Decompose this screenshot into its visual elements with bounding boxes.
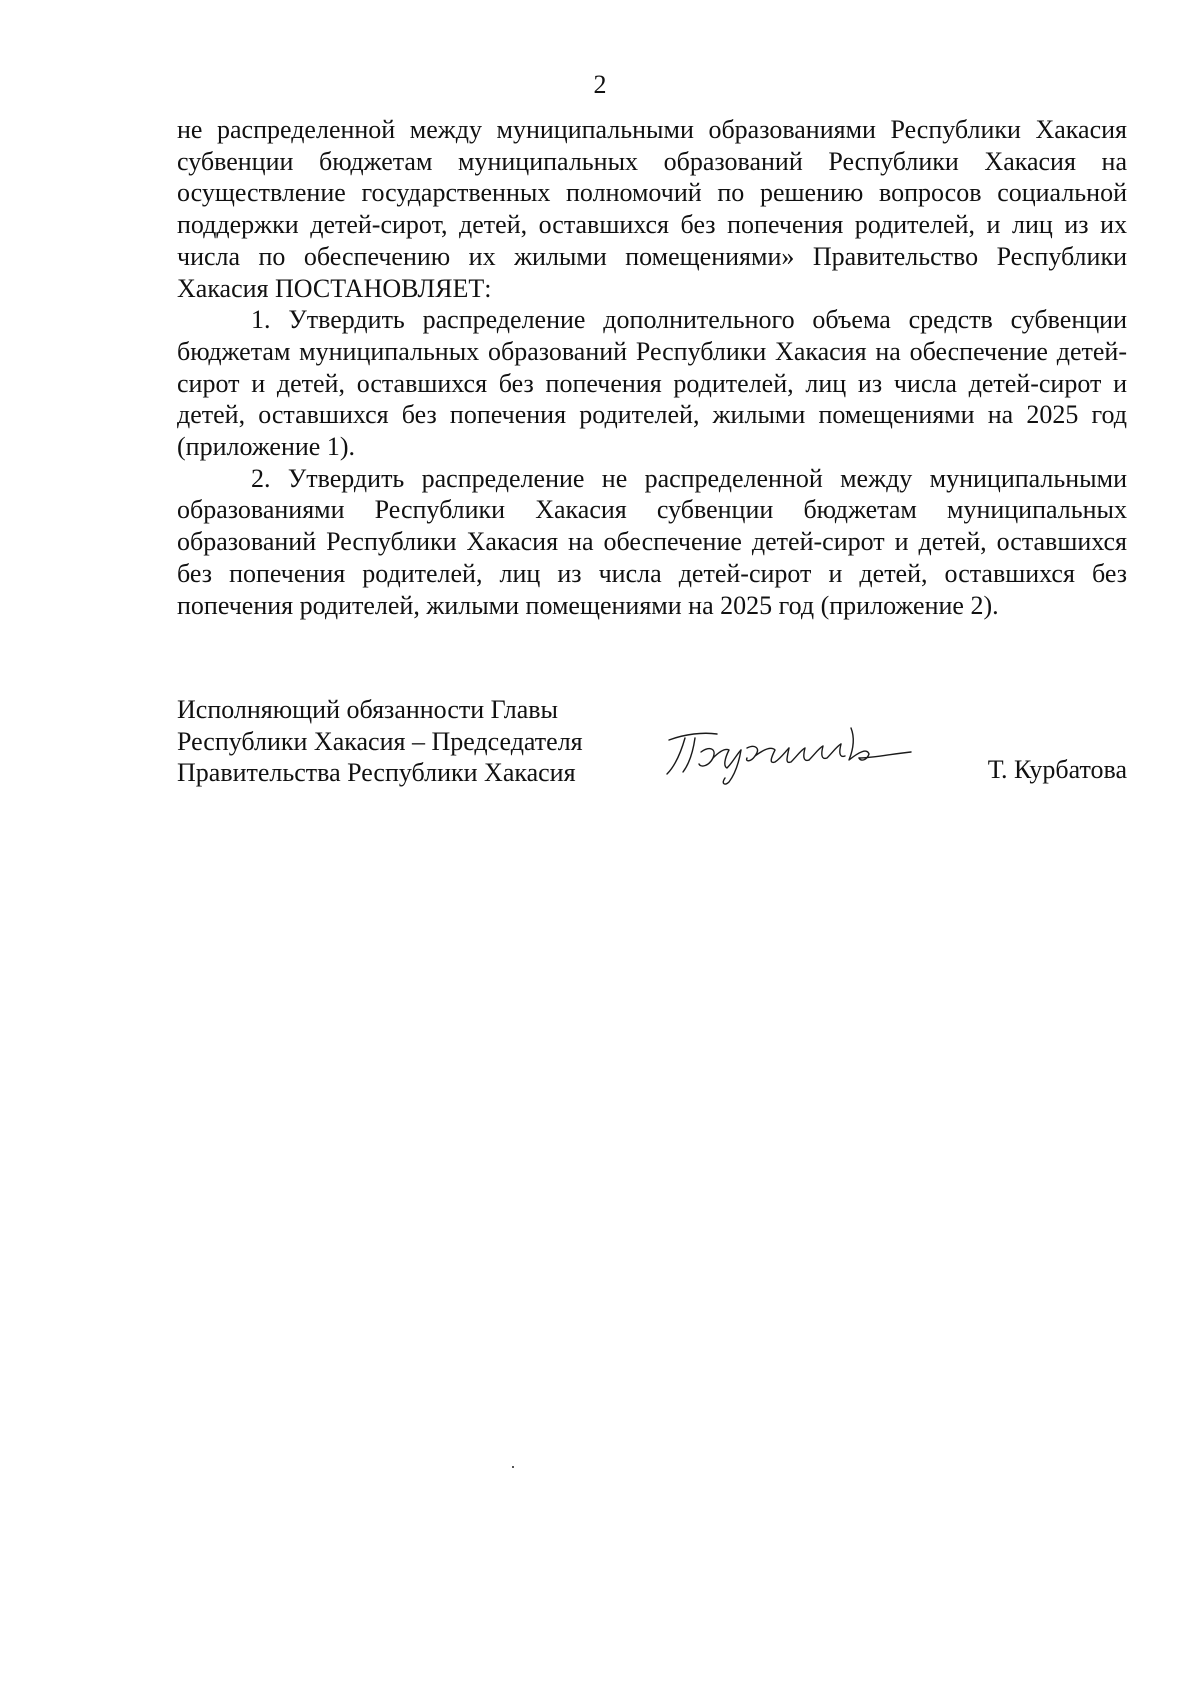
signer-title-line: Правительства Республики Хакасия — [177, 758, 576, 787]
signer-title — [177, 694, 583, 789]
document-body — [177, 114, 1127, 621]
signature-block — [177, 694, 1127, 814]
scan-artifact-dot — [512, 1466, 514, 1468]
paragraph-item-2: 2. Утвердить распределение не распределенной между муниципальными образованиями Республики Хакасия субвенции бюджетам муниципальных образований Республики Хакасия на обеспечение детей-сирот и детей, оставшихся без попечения родителей, лиц из числа детей-сирот и детей, оставшихся без попечения родителей, жилыми помещениями на 2025 год (приложение 2). — [177, 463, 1127, 620]
paragraph-item-1: 1. Утвердить распределение дополнительного объема средств субвенции бюджетам муниципальных образований Республики Хакасия на обеспечение детей-сирот и детей, оставшихся без попечения родителей, лиц из числа детей-сирот и детей, оставшихся без попечения родителей, жилыми помещениями на 2025 год (приложение 1). — [177, 305, 1127, 462]
handwritten-signature — [655, 718, 925, 788]
page-number: 2 — [593, 70, 607, 99]
signer-title-line: Республики Хакасия – Председателя — [177, 726, 583, 756]
signer-title-line: Исполняющий обязанности Главы — [177, 695, 558, 724]
signer-name: Т. Курбатова — [987, 755, 1127, 784]
paragraph-preamble: не распределенной между муниципальными образованиями Республики Хакасия субвенции бюджетам муниципальных образований Республики Хакасия на осуществление государственных полномочий по решению вопросов социальной поддержки детей-сирот, детей, оставшихся без попечения родителей, и лиц из их числа по обеспечению их жилыми помещениями» Правительство Республики Хакасия ПОСТАНОВЛЯЕТ: — [177, 115, 1127, 303]
